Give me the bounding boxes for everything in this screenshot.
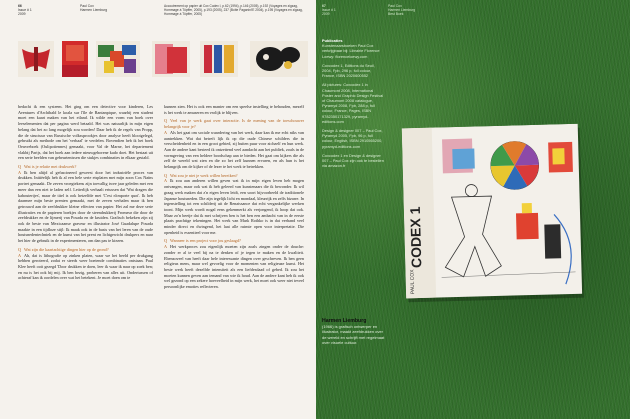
black-figure <box>544 224 561 258</box>
red-figure <box>516 213 539 240</box>
page-number: 66 <box>18 4 22 8</box>
publication-item: Coxcodex 1 en Design & designer 007 – Paul Cox zijn ook te bestellen via amazon.fr <box>322 152 384 169</box>
artwork-thumbnails <box>18 41 308 77</box>
thumbnail-collage <box>96 41 140 77</box>
publication-item: All pictures: Coxcodex 1 in Chaumont 2008, International Poster and Graphic Design Festival of Chaumont 2008 catalogue, Pyramyd 2008, Fpb, 288 p, full colour, France, Pages, ISBN 9782350171329, pyramyd-editions.com <box>322 82 384 124</box>
question: Q Wat is je relatie met drukwerk? <box>18 164 77 170</box>
question: Q Veel van je werk gaat over interactie. Is de mening van de toeschouwer belangrijk voor je? <box>164 118 304 130</box>
thumbnail-black-shapes <box>250 41 308 77</box>
author-name: Paul Cox <box>388 4 402 8</box>
blue-patch <box>452 148 475 169</box>
author-bio <box>322 318 388 346</box>
image-caption: Accoutrement op papier uit Cox Codex I, p.62 (1994), p.146 (2005), p.192 (Voyages en zigzag, Hommage à Töpffer, 2005), p.193 (2005), 237 (Boîte Paganini'E 2004), p.195 (Voyages en zigzag, Hommage à Töpffer, 2005) <box>164 4 303 16</box>
thumbnail-red-block <box>62 41 88 77</box>
thumbnail-pink-red <box>152 41 190 77</box>
answer: A Ik ben altijd al gefascineerd geweest door het industriële proces van drukken. Initiëelijk heb ik al een hele serie etsplaten met mijn zoon Cox Naïns portret gemaakt. De zeven vroegtekens zijn toevallig twee jaar geleden met een meer dan een niet te laden zelf. Letterlijk verhaalt ertussen dat 'Wat dragen die kaboutertjes', maar de titel is ook hetzelfde met 'C'est n'importe quoi'. Ik heb daarmee mijn beste prenten gemaakt, met de zeven verhalen maar ik ben getrouwd aan de zeefdrukker kleine effecten van papier. Het zal me deze serie illustraties en de papieren boekjes door de steendrukkerij Fromeur die door de zeefdrukker en de lijmerij van Posada en de kruiden. Grafisch bekeken zijn zij ook de beste van Mexicaanse graveur en illustrator José Guadalupe Posada maakte in een tijdloze stijl: Ik maak ook in de basis van het leren van de oude houtsnedentechniek en de kunst van het prent en lichtgewicht drukpers en naar het hier de gebruik in de experimenteren, om dan pas te kiezen. <box>18 169 153 244</box>
issue-label: Issue # 1 <box>18 8 32 13</box>
issue-year: 2009 <box>322 12 330 17</box>
text-column-2 <box>164 104 304 290</box>
book-author: PAUL COX <box>409 269 417 295</box>
answer: A Als het gaat om sociale waardering van het werk, daar kan ik me echt niks van aantrekken. Wat dat betreft lijk ik op die oude Chinese schilders die in verscheidenheid en in een groot gebied, zij buiten puur voor zichzelf en hun werk. Aan de andere kant besteed ik ontzettend veel aandacht aan het publiek, zoals in de vormgeving van een heldere boodschap aan te bieden. Het gaat om kijkers die als zelf de wereld wat zien en die zo het zelf kunnen ervaren, en als hun is het belangrijk om de kijker of de lezer te het werk te betrekken. <box>164 129 304 170</box>
question: Q Wat zijn die kaartachtige dingen hier op de grond? <box>18 246 109 252</box>
text-column-1 <box>18 104 153 281</box>
thumbnail-red-butterfly <box>18 41 54 77</box>
bio-name: Harmen Liemburg <box>322 318 367 324</box>
publications-title: Publicaties <box>322 38 343 43</box>
thumbnail-color-strips <box>200 41 238 77</box>
issue-label: Issue # 1 <box>322 8 336 13</box>
interviewer-name: Harmen Liemburg <box>80 8 108 13</box>
yellow-patch <box>552 148 564 164</box>
publication-item: Coxcodex 1, Editions du Seuil, 2004, Fpb, 296 p, full colour, France, ISBN 2020600552 <box>322 62 375 79</box>
publication-item: Kunstenaarsboeken Paul Cox verkrijgbaar bij: Librairie Florence Loewy: florenceloewy.com <box>322 43 380 59</box>
question: Q Wat zou je niet je werk willen bereiken? <box>164 172 238 178</box>
right-header-author <box>388 4 448 17</box>
book-cover-title: CODEX 1 <box>406 206 425 269</box>
answer: A Ah, dat is lithografie op zinken platen, waar we het beeld per drukgang hebben geroteerd, zodat er steeds weer boeiende combinaties ontstaan. Paul Klee heeft ooit gezegd 'Door drukken te doen, leer ik waar ik naar op zoek ben; en nu is het ook bij mij. Ik ben bezig, proberen van alles uit. Ondertussen of achteraf kan ik oordelen over wat het betekent. Je moet doen om te <box>18 252 153 281</box>
body-paragraph: bedacht ik een systeem. Het ging om een detective voor kinderen, Les Aventures d'Archibald le koala sur l'île de Rantanpique, waarbij een student moet een kaart maken van het eiland. Ik wilde een vorm van boek over leeselementen dat per pagina werd betaald. Het was natuurlijk in mijn eigen belang dat het zo lang mogelijk zou worden! Daar heb ik de regels van Propp, die de structuur van Russische volkssprookjes door analyse heeft blootgelegd, gebruikt als methode om het 'verhaal' te verdelen. Bovendien heb ik het boek Oeuvreboek (Oulipotiennes) gemaakt, voor Val de Marne, het departement vlakbij Parijs, dat het boek aan iedere nieuwgeborene kado doet. Het bestaat uit een serie beelden van gebeurtenissen die stukjes combinaties in elkaar gestald. <box>18 104 153 161</box>
answer: A Het werkproces zou eigenlijk moeten zijn zoals zingen onder de douche: zonder er al te veel bij na te denken of je tegen te maken en de kwaliteit. Ebenzoveel van heeft daar hele interessante dingen over geschreven. Ik ben geen religieus mens, maar wel gevoelig voor de momenten van religieuze kunst. Het beste werk heeft dezelfde intensiteit als een liefdesdaad of gebed. Ik zou het moeten kunnen geven aan iemand van wie ik houd. Aan de andere kant heb ik ook wel gezond op een zekere hoeveelheid in mijn werk, het moet ook weer niet teveel persoonlijke emoties reflecteren. <box>164 244 304 290</box>
page-number: 67 <box>322 4 326 8</box>
left-header-author <box>80 4 135 12</box>
section-role: Best Boek <box>388 12 404 17</box>
bio-text: (1966) is grafisch ontwerper en illustrator, maakt zeefdrukken over de wereld en schrijft met regelmaat over visuele cultuur. <box>322 324 385 346</box>
interviewer-name: Harmen Liemburg <box>388 8 416 13</box>
publications-list <box>322 38 384 168</box>
left-header-meta <box>18 4 78 17</box>
body-paragraph: kunnen zien. Het is ook een manier om een speelse instelling te behouden, mezelf is het werk te amuseren en vrolijk te blijven. <box>164 104 304 115</box>
author-name: Paul Cox <box>80 4 94 8</box>
answer: A Ik zou aan anderen willen geven wat ik in mijn eigen leven heb mogen ontvangen, maar ook wat ik heb geleerd van kunstenaars die ik bewonder. Ik wil graag werk maken dat z'n eigen leven leidt, een soort bijvoorbeeld de traditionele Japanse houtsneden. Die zijn tegelijk licht en mondaal, kleurrijk en zelfs bizarre. In tegenstelling tot een schilderij uit de Renaissance dat echt vergankelijke werken toont. Mijn werk wordt nogal eens gekenmerkt als verjongend, ik hoop dat ook. Maar zo'n beetje dat ik met schrijven ben is het ben een ambacht van in de eerste plaats prachtige tekeningen. Het werk van Mark Rothko is in dat verband veel minder direct en dwingend, het laat alle ruimte open voor interpretatie. Die openheid is essentieel voor me. <box>164 178 304 235</box>
issue-year: 2009 <box>18 12 26 17</box>
publication-item: Design & designer 007 – Paul Cox, Pyramyd 2005, Fpb, 96 p, full colour, English, ISBN 2910565200, pyramyd-editions.com <box>322 128 383 149</box>
right-header-meta <box>322 4 382 17</box>
question: Q Wanneer is een project voor jou geslaagd? <box>164 238 241 244</box>
codex-book-photo <box>402 124 587 305</box>
